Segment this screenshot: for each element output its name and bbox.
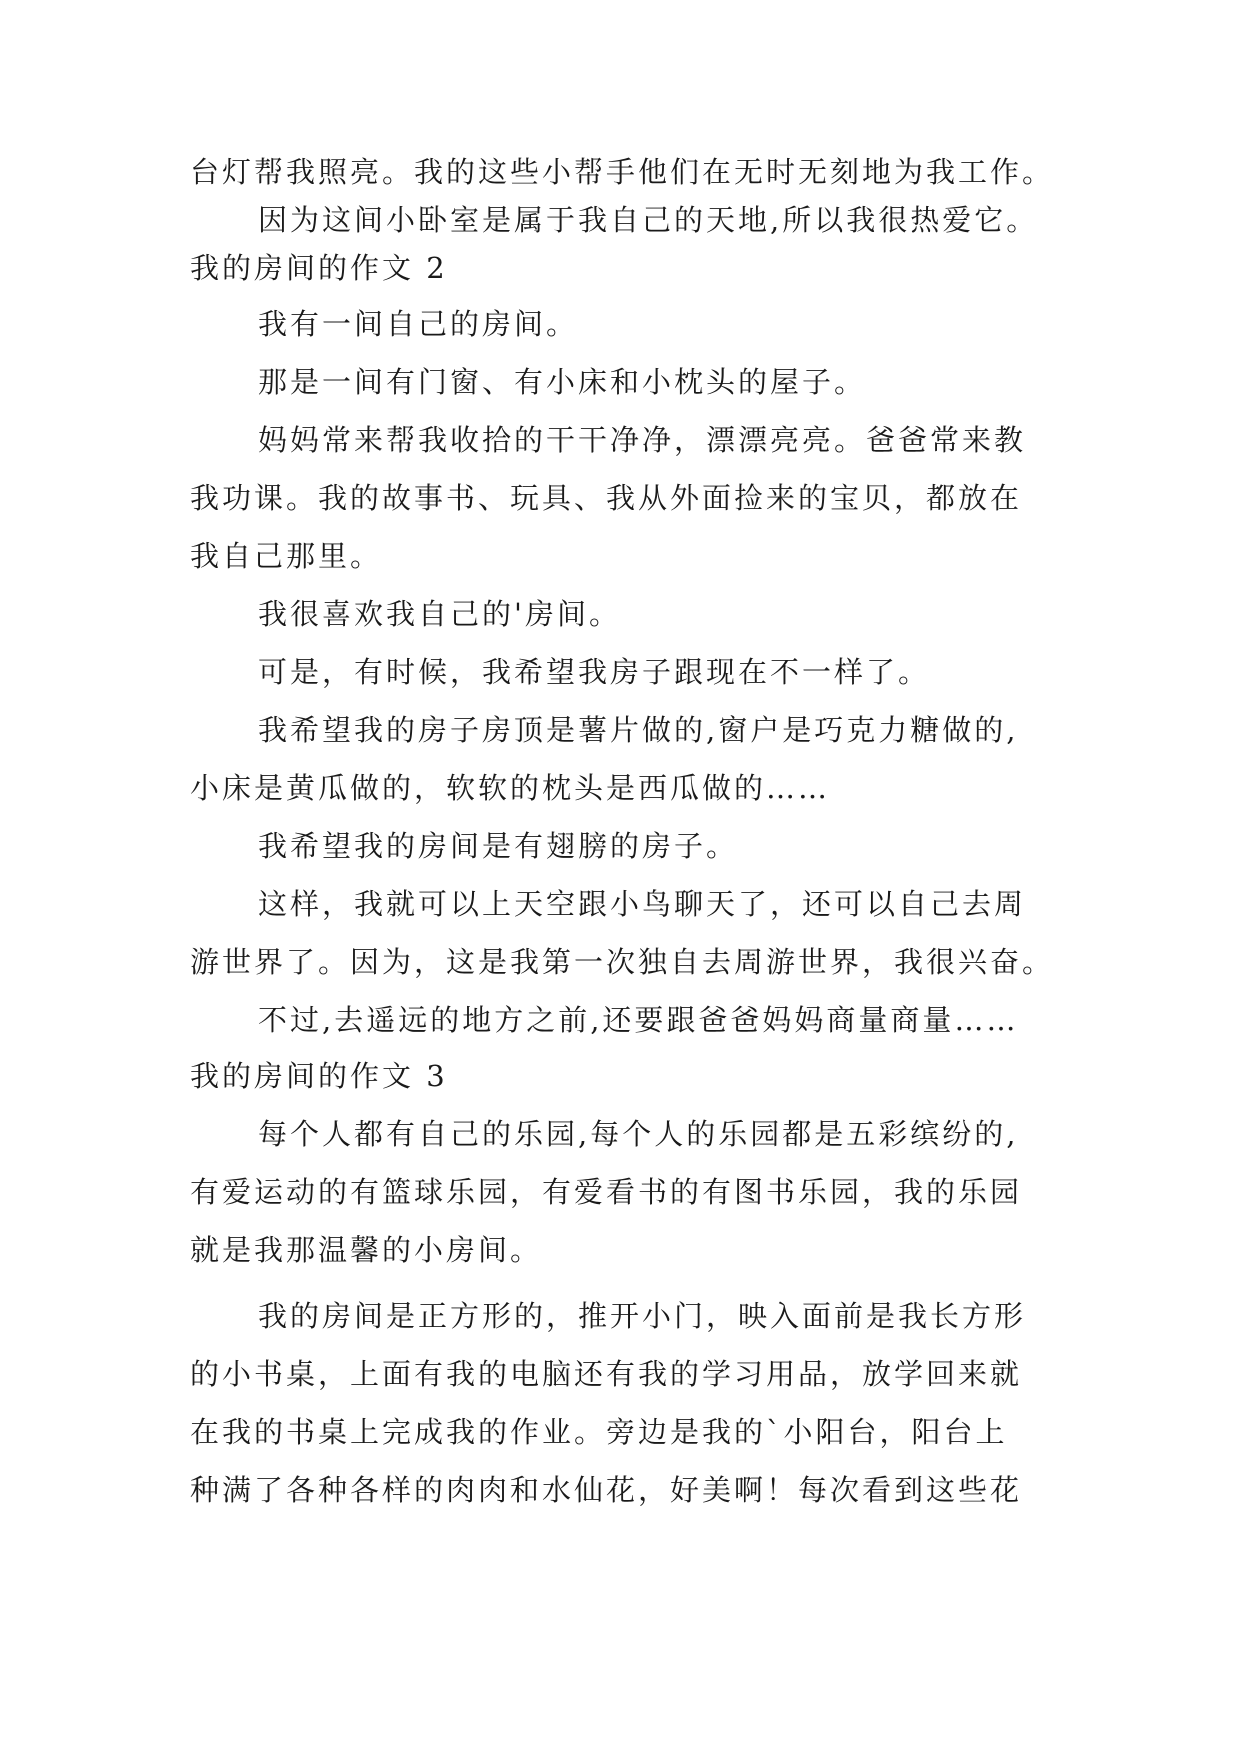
text-line: 我的房间是正方形的，推开小门，映入面前是我长方形 bbox=[258, 1299, 1027, 1333]
text-line: 我有一间自己的房间。 bbox=[258, 307, 579, 341]
text-line: 我很喜欢我自己的'房间。 bbox=[258, 597, 621, 631]
text-line: 妈妈常来帮我收拾的干干净净，漂漂亮亮。爸爸常来教 bbox=[258, 423, 1027, 457]
text-line: 因为这间小卧室是属于我自己的天地,所以我很热爱它。 bbox=[258, 203, 1039, 237]
text-line: 这样，我就可以上天空跟小鸟聊天了，还可以自己去周 bbox=[258, 887, 1027, 921]
text-line: 每个人都有自己的乐园,每个人的乐园都是五彩缤纷的, bbox=[258, 1117, 1019, 1151]
text-line: 小床是黄瓜做的，软软的枕头是西瓜做的…… bbox=[190, 771, 831, 805]
text-line: 在我的书桌上完成我的作业。旁边是我的`小阳台，阳台上 bbox=[190, 1415, 1008, 1449]
text-line: 不过,去遥远的地方之前,还要跟爸爸妈妈商量商量…… bbox=[258, 1003, 1019, 1037]
text-line: 我希望我的房间是有翅膀的房子。 bbox=[258, 829, 739, 863]
section-heading: 我的房间的作文 3 bbox=[190, 1059, 448, 1093]
text-line: 那是一间有门窗、有小床和小枕头的屋子。 bbox=[258, 365, 867, 399]
text-line: 游世界了。因为，这是我第一次独自去周游世界，我很兴奋。 bbox=[190, 945, 1055, 979]
text-line: 我自己那里。 bbox=[190, 539, 383, 573]
text-line: 台灯帮我照亮。我的这些小帮手他们在无时无刻地为我工作。 bbox=[190, 155, 1055, 189]
text-line: 我希望我的房子房顶是薯片做的,窗户是巧克力糖做的, bbox=[258, 713, 1019, 747]
text-line: 我功课。我的故事书、玩具、我从外面捡来的宝贝，都放在 bbox=[190, 481, 1023, 515]
text-line: 的小书桌，上面有我的电脑还有我的学习用品，放学回来就 bbox=[190, 1357, 1023, 1391]
text-line: 就是我那温馨的小房间。 bbox=[190, 1233, 543, 1267]
section-heading: 我的房间的作文 2 bbox=[190, 251, 448, 285]
text-line: 种满了各种各样的肉肉和水仙花，好美啊！每次看到这些花 bbox=[190, 1473, 1023, 1507]
text-line: 有爱运动的有篮球乐园，有爱看书的有图书乐园，我的乐园 bbox=[190, 1175, 1023, 1209]
text-line: 可是，有时候，我希望我房子跟现在不一样了。 bbox=[258, 655, 931, 689]
